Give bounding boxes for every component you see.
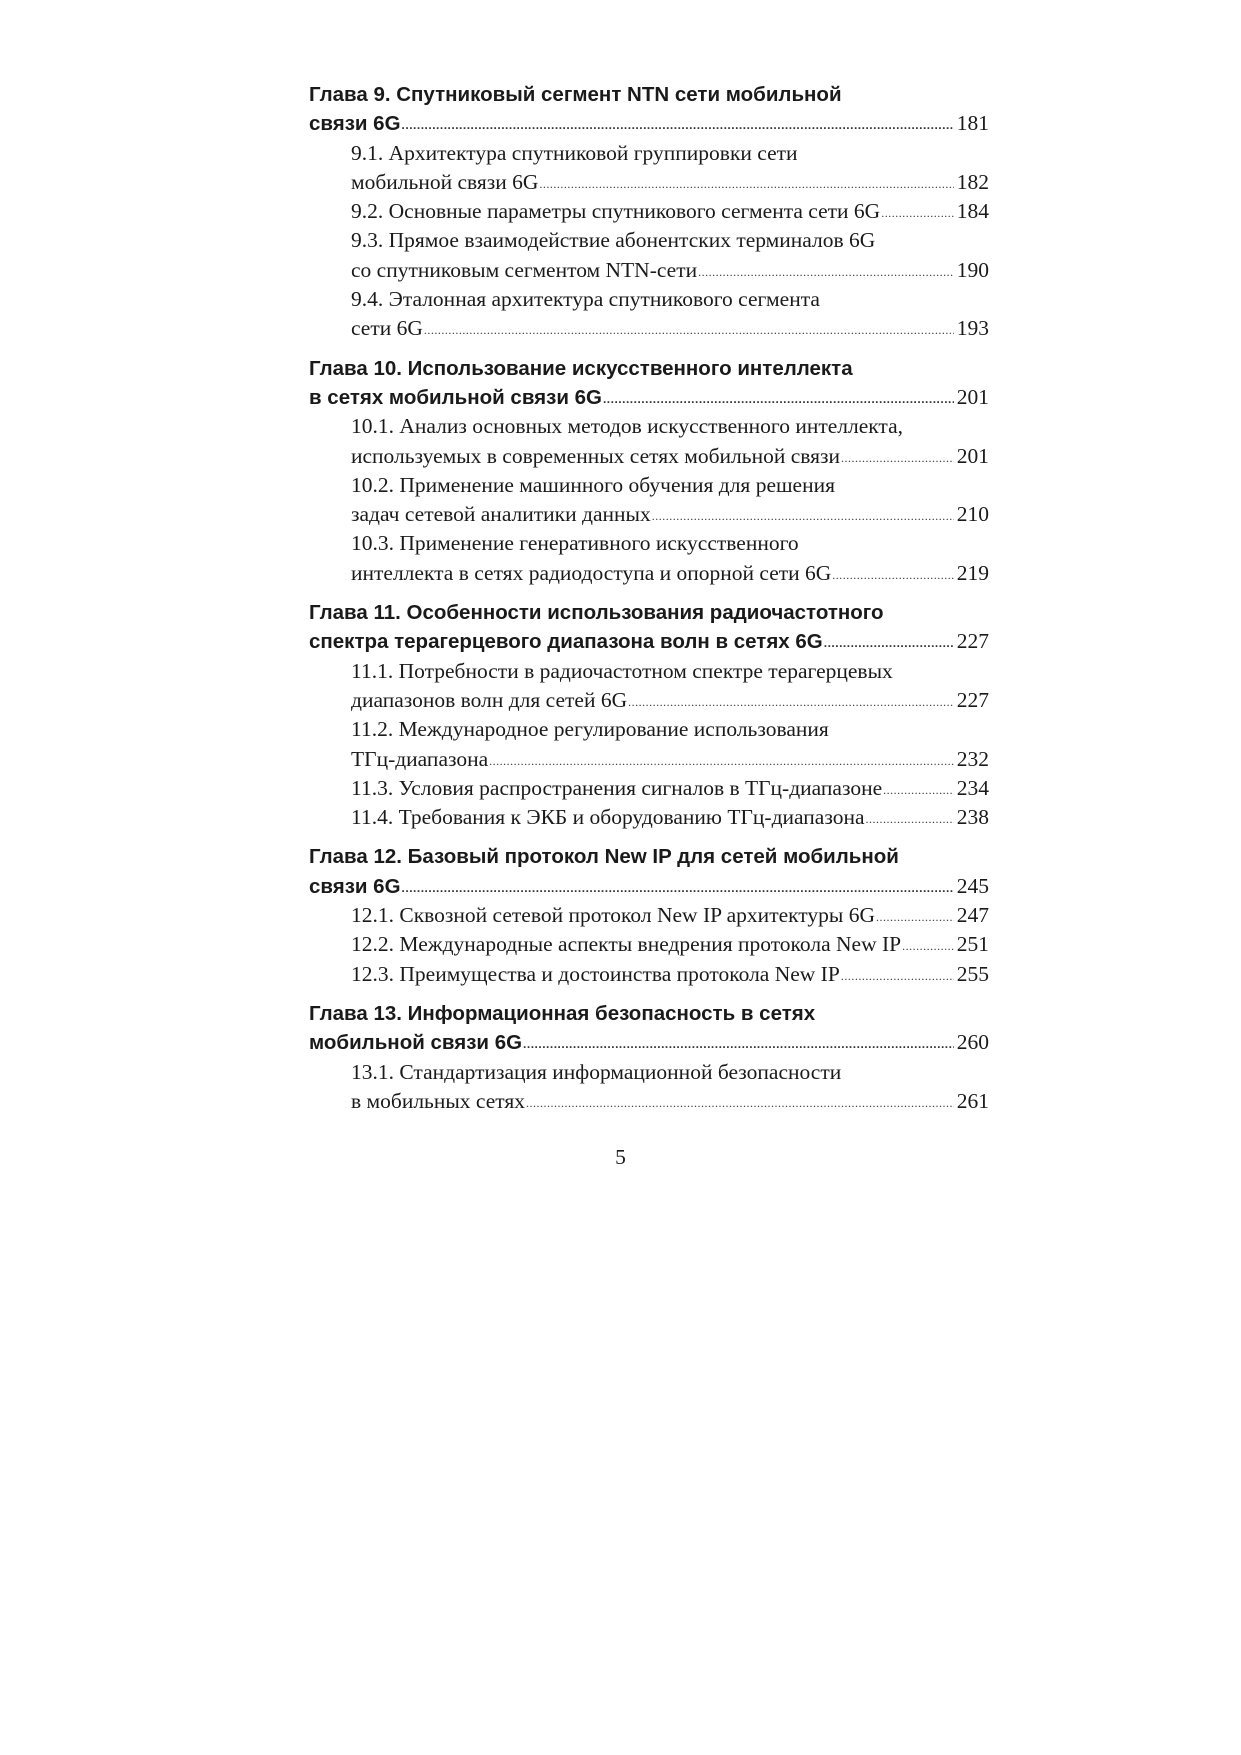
page-number: 219	[956, 560, 989, 585]
section-title-line: 9.2. Основные параметры спутникового сегмента сети 6G	[351, 199, 881, 224]
dot-leader	[652, 502, 954, 531]
dot-leader	[841, 962, 954, 991]
page-number: 210	[956, 502, 989, 527]
page-number: 255	[956, 961, 989, 986]
section-title-line: 13.1. Стандартизация информационной безопасности	[351, 1059, 842, 1084]
chapter-heading[interactable]	[309, 80, 989, 139]
toc-section[interactable]	[309, 285, 989, 344]
dot-leader	[603, 385, 954, 414]
page-number: 234	[956, 775, 989, 800]
section-title-line: диапазонов волн для сетей 6G	[351, 687, 628, 712]
dot-leader	[883, 776, 954, 805]
section-title-line: 12.1. Сквозной сетевой протокол New IP архитектуры 6G	[351, 903, 875, 928]
toc-chapter-11	[309, 598, 989, 832]
dot-leader	[424, 316, 954, 345]
toc-section[interactable]	[309, 139, 989, 198]
section-title-line: 9.4. Эталонная архитектура спутникового сегмента	[351, 287, 820, 312]
page-number: 261	[956, 1088, 989, 1113]
chapter-title-line: Глава 13. Информационная безопасность в сетях	[309, 1001, 816, 1025]
section-title-line: 12.2. Международные аспекты внедрения протокола New IP	[351, 932, 902, 957]
toc-section[interactable]	[309, 715, 989, 774]
chapter-title-line: связи 6G	[309, 874, 401, 898]
page-number: 251	[956, 932, 989, 957]
toc-chapter-12	[309, 842, 989, 988]
section-title-line: со спутниковым сегментом NTN-сети	[351, 257, 698, 282]
section-title-line: используемых в современных сетях мобильной связи	[351, 443, 841, 468]
toc-section[interactable]	[309, 803, 989, 832]
dot-leader	[489, 747, 954, 776]
section-title-line: 12.3. Преимущества и достоинства протокола New IP	[351, 961, 840, 986]
toc-section[interactable]	[309, 471, 989, 530]
section-title-line: 10.2. Применение машинного обучения для решения	[351, 472, 835, 497]
page-number: 227	[956, 629, 989, 654]
section-title-line: 9.3. Прямое взаимодействие абонентских терминалов 6G	[351, 228, 876, 253]
chapter-title-line: Глава 12. Базовый протокол New IP для сетей мобильной	[309, 845, 899, 869]
section-title-line: в мобильных сетях	[351, 1088, 526, 1113]
page-number: 227	[956, 687, 989, 712]
chapter-heading[interactable]	[309, 354, 989, 413]
page-number: 260	[956, 1030, 989, 1055]
chapter-title-line: Глава 11. Особенности использования радиочастотного	[309, 601, 884, 625]
toc-section[interactable]	[309, 930, 989, 959]
section-title-line: сети 6G	[351, 316, 423, 341]
dot-leader	[832, 561, 953, 590]
section-title-line: задач сетевой аналитики данных	[351, 502, 651, 527]
section-title-line: интеллекта в сетях радиодоступа и опорной сети 6G	[351, 560, 832, 585]
page-number: 245	[956, 873, 989, 898]
dot-leader	[523, 1030, 954, 1059]
chapter-title-line: Глава 10. Использование искусственного интеллекта	[309, 356, 853, 380]
page-number: 184	[956, 199, 989, 224]
toc-section[interactable]	[309, 226, 989, 285]
page-number: 201	[956, 443, 989, 468]
toc-chapter-10	[309, 354, 989, 588]
dot-leader	[539, 170, 953, 199]
toc-section[interactable]	[309, 1058, 989, 1117]
chapter-heading[interactable]	[309, 999, 989, 1058]
dot-leader	[698, 258, 954, 287]
table-of-contents	[309, 80, 989, 1126]
dot-leader	[902, 932, 954, 961]
toc-section[interactable]	[309, 197, 989, 226]
section-title-line: 11.3. Условия распространения сигналов в ТГц-диапазоне	[351, 775, 883, 800]
page-number: 238	[956, 805, 989, 830]
chapter-title-line: Глава 9. Спутниковый сегмент NTN сети мобильной	[309, 83, 842, 106]
dot-leader	[876, 903, 954, 932]
toc-chapter-9	[309, 80, 989, 344]
section-title-line: 10.1. Анализ основных методов искусственного интеллекта,	[351, 414, 904, 439]
section-title-line: 11.2. Международное регулирование использования	[351, 717, 829, 742]
chapter-title-line: мобильной связи 6G	[309, 1031, 523, 1055]
page-number: 182	[956, 169, 989, 194]
toc-chapter-13	[309, 999, 989, 1116]
chapter-heading[interactable]	[309, 598, 989, 657]
toc-section[interactable]	[309, 657, 989, 716]
section-title-line: ТГц-диапазона	[351, 746, 489, 771]
dot-leader	[881, 199, 954, 228]
chapter-title-line: в сетях мобильной связи 6G	[309, 385, 602, 409]
toc-section[interactable]	[309, 960, 989, 989]
dot-leader	[824, 629, 954, 658]
dot-leader	[526, 1089, 954, 1118]
page-folio-number: 5	[615, 1145, 626, 1169]
page-number: 232	[956, 746, 989, 771]
section-title-line: 11.1. Потребности в радиочастотном спектре терагерцевых	[351, 658, 893, 683]
toc-section[interactable]	[309, 529, 989, 588]
chapter-title-line: спектра терагерцевого диапазона волн в сетях 6G	[309, 630, 823, 654]
page-number: 201	[956, 384, 989, 409]
page-number: 193	[956, 316, 989, 341]
dot-leader	[402, 111, 954, 140]
section-title-line: 11.4. Требования к ЭКБ и оборудованию ТГц-диапазона	[351, 805, 865, 830]
chapter-title-line: связи 6G	[309, 112, 401, 136]
toc-section[interactable]	[309, 774, 989, 803]
page-number: 181	[956, 111, 989, 136]
toc-section[interactable]	[309, 412, 989, 471]
section-title-line: 9.1. Архитектура спутниковой группировки сети	[351, 140, 798, 165]
dot-leader	[402, 874, 954, 903]
section-title-line: 10.3. Применение генеративного искусственного	[351, 531, 799, 556]
page-number: 190	[956, 257, 989, 282]
dot-leader	[866, 805, 954, 834]
dot-leader	[628, 688, 954, 717]
page-number: 247	[956, 903, 989, 928]
toc-section[interactable]	[309, 901, 989, 930]
dot-leader	[841, 444, 954, 473]
section-title-line: мобильной связи 6G	[351, 169, 539, 194]
chapter-heading[interactable]	[309, 842, 989, 901]
